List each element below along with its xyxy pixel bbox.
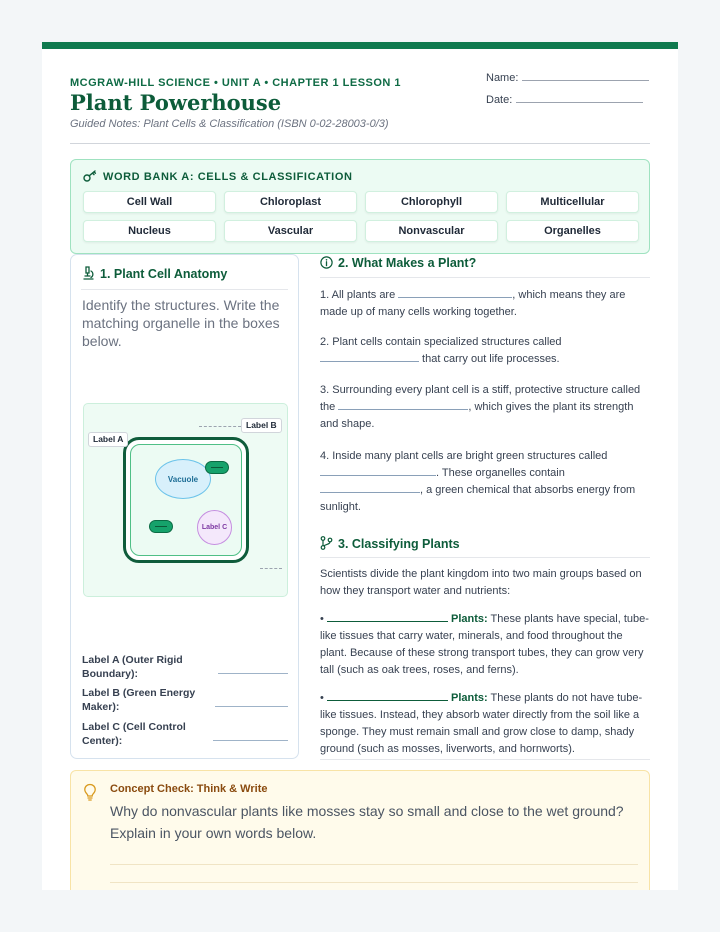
worksheet-page [42,42,678,890]
chloroplast [149,520,173,533]
q1-blank[interactable] [398,288,512,298]
nonvascular-text: These plants do not have tube-like tissues. Instead, they absorb water directly from the soil like a sponge. They must remain small and grow close to damp, shady ground (such as mosses, liverworts, and hornworts). [320,692,643,755]
answer-label-b-text: Label B (Green Energy Maker): [82,687,196,713]
q2-text-a: 2. Plant cells contain specialized structures called [320,336,562,348]
name-field[interactable] [486,71,649,84]
nonvascular-paragraph [320,690,651,758]
page-title: Plant Powerhouse [70,90,282,115]
page-subtitle: Guided Notes: Plant Cells & Classification (ISBN 0-02-28003-0/3) [70,118,389,130]
word-bank-grid [83,191,639,242]
word-bank-title-text: WORD BANK A: CELLS & CLASSIFICATION [103,171,353,183]
section1-title-text: 1. Plant Cell Anatomy [100,267,228,281]
word-chip[interactable]: Multicellular [506,191,639,213]
q4-blank-1[interactable] [320,466,436,476]
section3-title-text: 3. Classifying Plants [338,537,460,551]
name-line[interactable] [522,71,649,81]
q2-text-b: that carry out life processes. [419,353,560,365]
cell-wall [123,437,249,563]
plants-word: Plants: [450,692,488,704]
name-label: Name: [486,72,519,84]
concept-check-question: Why do nonvascular plants like mosses stay so small and close to the wet ground? Explain in your own words below. [110,803,624,841]
nucleus: Label C [197,510,232,545]
plant-cell-anatomy-card [70,254,299,759]
concept-check-box [70,770,650,890]
answer-line-b[interactable] [215,706,288,707]
bullet: • [320,692,324,704]
top-accent-bar [42,42,678,49]
date-line[interactable] [516,93,643,103]
branch-icon [320,536,333,550]
word-chip[interactable]: Vascular [224,220,357,242]
question-3 [320,382,651,433]
question-4 [320,448,651,516]
word-chip[interactable]: Cell Wall [83,191,216,213]
section1-instructions: Identify the structures. Write the matching organelle in the boxes below. [82,297,280,349]
nonvascular-blank[interactable] [327,691,448,701]
question-2 [320,334,651,368]
section2-divider [320,277,650,278]
cell-membrane [130,444,242,556]
section3-title [320,536,460,551]
q4-text-a: 4. Inside many plant cells are bright green structures called [320,450,608,462]
chloroplast [205,461,229,474]
section3-divider [320,557,650,558]
date-label: Date: [486,94,513,106]
label-b-leader [199,426,241,427]
section1-divider [81,289,288,290]
word-chip[interactable]: Nucleus [83,220,216,242]
section2-title [320,256,476,270]
diagram-leader [260,568,282,569]
q4-blank-2[interactable] [320,483,420,493]
vascular-paragraph [320,611,651,679]
section1-title [82,266,227,281]
microscope-icon [82,266,95,280]
answer-label-a-text: Label A (Outer Rigid Boundary): [82,654,183,680]
word-chip[interactable]: Nonvascular [365,220,498,242]
plant-cell-diagram [83,403,288,597]
writing-line[interactable] [110,864,638,865]
label-a-tag: Label A [88,432,128,447]
answer-line-a[interactable] [218,673,288,674]
section3-bottom-divider [320,759,650,760]
lightbulb-icon [83,783,97,801]
word-bank-title [83,170,353,183]
q2-blank[interactable] [320,352,419,362]
concept-check-title: Concept Check: Think & Write [110,783,268,795]
q1-text-b: , which means they are made up of many cells working together. [320,289,626,318]
word-chip[interactable]: Organelles [506,220,639,242]
bullet: • [320,613,324,625]
plants-word: Plants: [450,613,488,625]
header-divider [70,143,650,144]
vascular-blank[interactable] [327,612,448,622]
section3-intro: Scientists divide the plant kingdom into two main groups based on how they transport water and nutrients: [320,568,642,597]
word-chip[interactable]: Chlorophyll [365,191,498,213]
q1-text-a: 1. All plants are [320,289,399,301]
vascular-text: These plants have special, tube-like tissues that carry water, minerals, and food throughout the plant. Because of these strong transport tubes, they can grow very tall (such as oak trees, roses, and ferns). [320,613,649,676]
word-bank [70,159,650,254]
q3-text-b: , which gives the plant its strength and shape. [320,401,634,430]
course-line: MCGRAW-HILL SCIENCE • UNIT A • CHAPTER 1 LESSON 1 [70,77,402,89]
label-b-tag: Label B [241,418,282,433]
date-field[interactable] [486,93,643,106]
vacuole: Vacuole [155,459,211,499]
q3-blank[interactable] [338,400,468,410]
word-chip[interactable]: Chloroplast [224,191,357,213]
info-icon [320,256,333,269]
section2-title-text: 2. What Makes a Plant? [338,256,477,270]
q4-text-b: . These organelles contain [436,467,565,479]
answer-line-c[interactable] [213,740,288,741]
q4-text-c: , a green chemical that absorbs energy from sunlight. [320,484,636,513]
q3-text-a: 3. Surrounding every plant cell is a stiff, protective structure called the [320,384,641,413]
writing-line[interactable] [110,882,638,883]
answer-label-c-text: Label C (Cell Control Center): [82,721,186,747]
question-1 [320,287,651,321]
key-icon [83,170,97,182]
